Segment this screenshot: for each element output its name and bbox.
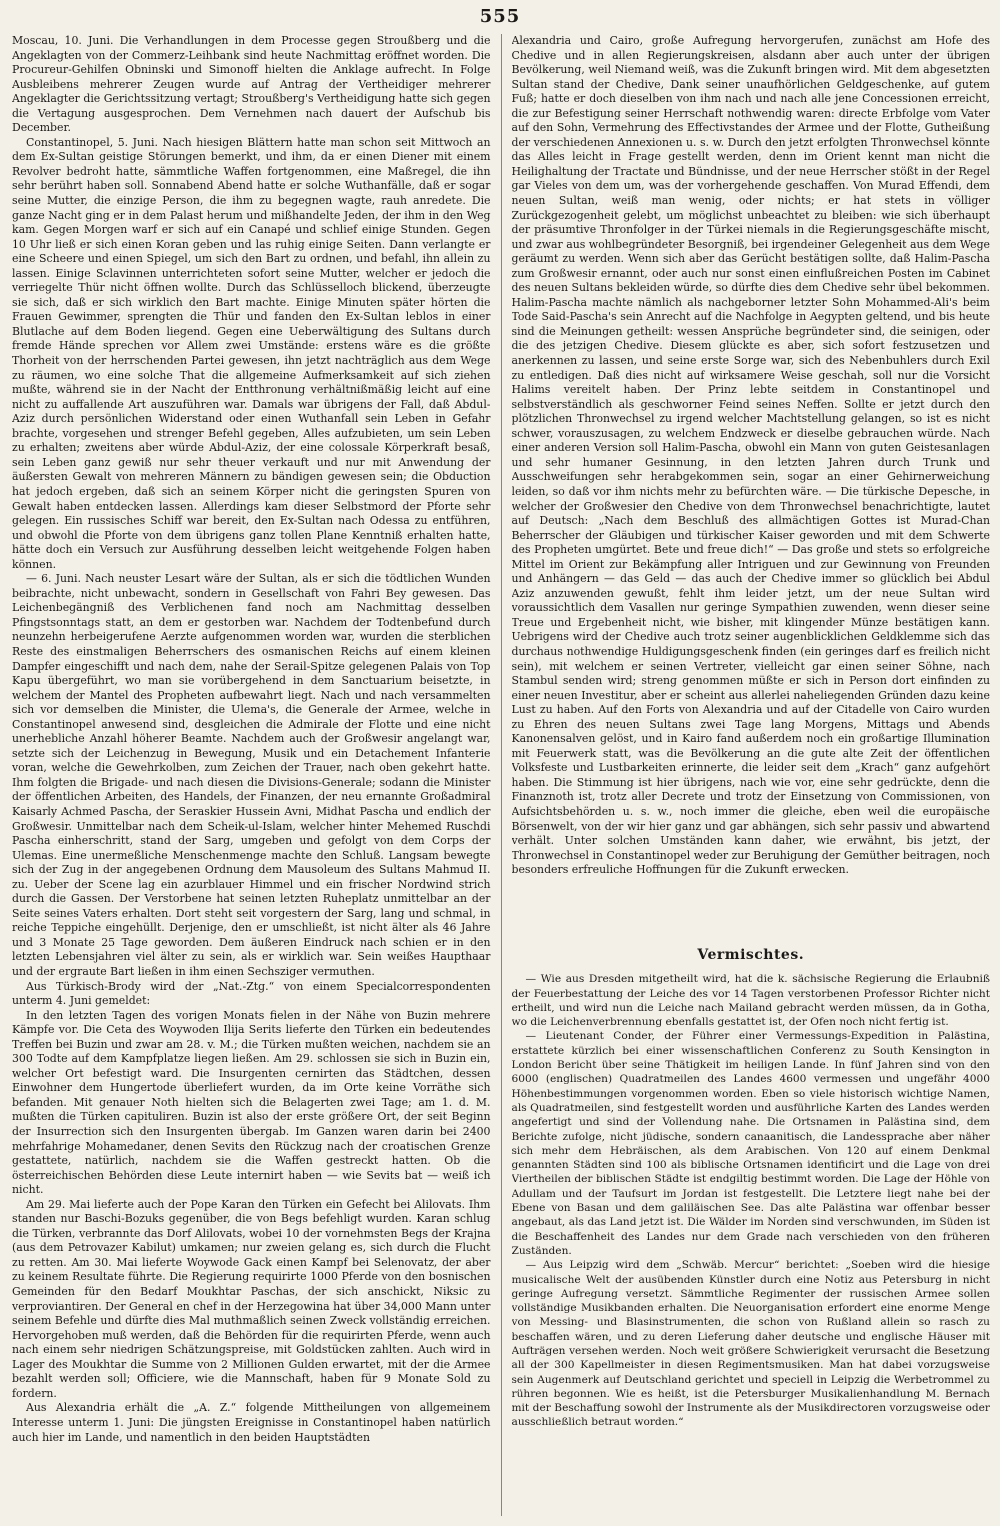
misc-dresden: — Wie aus Dresden mitgetheilt wird, hat die k. sächsische Regierung die Erlaubniß der Feuerbestattung der Leiche des vor 14 Tagen verstorbenen Professor Richter nicht ertheilt, und wird nun die Leiche nach Mailand gebracht werden müssen, da in Gotha, wo die Leichenverbrennung ebenfalls gestattet ist, der Ofen noch nicht fertig ist. (511, 973, 990, 1029)
section-heading-vermischtes: Vermischtes. (697, 946, 805, 963)
left-column (12, 34, 491, 1516)
misc-palaestina: — Lieutenant Conder, der Führer einer Vermessungs-Expedition in Palästina, erstattete kürzlich bei einer wissenschaftlichen Conferenz zu South Kensington in London Bericht über seine Thätigkeit im heiligen Lande. In fünf Jahren sind von den 6000 (englischen) Quadratmeilen des Landes 4600 vermessen und ungefähr 4000 Höhenbestimmungen vorgenommen worden. Eben so viele historisch wichtige Namen, als Quadratmeilen, sind festgestellt worden und ausführliche Karten des Landes werden angefertigt und sind der Vollendung nahe. Die Ortsnamen in Palästina sind, dem Berichte zufolge, nicht jüdische, sondern canaanitisch, die Landessprache aber näher sich mehr dem Hebräischen, als dem Arabischen. Von 120 auf einem Denkmal genannten Städten sind 100 als biblische Ortsnamen identificirt und die Lage von drei Viertheilen der biblischen Städte ist endgiltig bestimmt worden. Die Lage der Höhle von Adullam und der Taufsurt im Jordan ist festgestellt. Die Letztere liegt nahe bei der Ebene von Basan und dem galiläischen See. Das alte Palästina war offenbar besser angebaut, als das Land jetzt ist. Die Wälder im Norden sind verschwunden, im Süden ist die Beschaffenheit des Landes nur dem Grade nach verschieden von den früheren Zuständen. (511, 1030, 990, 1257)
article-alexandria-continued: Alexandria und Cairo, große Aufregung hervorgerufen, zunächst am Hofe des Chedive und in allen Regierungskreisen, alsdann aber auch unter der übrigen Bevölkerung, weil Niemand weiß, was die Zukunft bringen wird. Mit dem abgesetzten Sultan stand der Chedive, Dank seiner unaufhörlichen Geldgeschenke, auf gutem Fuß; hatte er doch dieselben von ihm nach und nach alle jene Concessionen erreicht, die zur Befestigung seiner Herrschaft nothwendig waren: directe Erbfolge vom Vater auf den Sohn, Vermehrung des Effectivstandes der Armee und der Flotte, Gutheißung der verschiedenen Annexionen u. s. w. Durch den jetzt erfolgten Thronwechsel könnte das Alles leicht in Frage gestellt werden, denn im Orient kennt man nicht die Heilighaltung der Tractate und Bündnisse, und der neue Herrscher stößt in der Regel gar Vieles von dem um, was der vorhergehende geschaffen. Von Murad Effendi, dem neuen Sultan, weiß man wenig, oder nichts; er hat stets in völliger Zurückgezogenheit gelebt, um möglichst unbeachtet zu bleiben: wie sich überhaupt der präsumtive Thronfolger in der Türkei niemals in die Regierungsgeschäfte mischt, und zwar aus wohlbegründeter Besorgniß, bei irgendeiner Gelegenheit aus dem Wege geräumt zu werden. Wenn sich aber das Gerücht bestätigen sollte, daß Halim-Pascha zum Großwesir ernannt, oder auch nur sonst einen einflußreichen Posten im Cabinet des neuen Sultans bekleiden würde, so dürfte dies dem Chedive sehr übel bekommen. Halim-Pascha machte nämlich als nachgeborner letzter Sohn Mohammed-Ali's beim Tode Said-Pascha's sein Anrecht auf die Nachfolge in Aegypten geltend, und bis heute sind die Meinungen getheilt: wessen Ansprüche begründeter sind, die seinigen, oder die des jetzigen Chedive. Diesem glückte es aber, sich sofort festzusetzen und anerkennen zu lassen, und seine erste Sorge war, sich des Nebenbuhlers durch Exil zu entledigen. Daß dies nicht auf wirksamere Weise geschah, soll nur die Vorsicht Halims vereitelt haben. Der Prinz lebte seitdem in Constantinopel und selbstverständlich als geschworner Feind seines Neffen. Sollte er jetzt durch den plötzlichen Thronwechsel zu irgend welcher Machtstellung gelangen, so ist es nicht schwer, vorauszusagen, zu welchem Endzweck er dieselbe gebrauchen würde. Nach einer anderen Version soll Halim-Pascha, obwohl ein Mann von guten Geistesanlagen und sehr humaner Gesinnung, in den letzten Jahren durch Trunk und Ausschweifungen sehr herabgekommen sein, sogar an einer Gehirnerweichung leiden, so daß vor ihm nichts mehr zu befürchten wäre. — Die türkische Depesche, in welcher der Großwesier den Chedive von dem Thronwechsel benachrichtigte, lautet auf Deutsch: „Nach dem Beschluß des allmächtigen Gottes ist Murad-Chan Beherrscher der Gläubigen und türkischer Kaiser geworden und mit dem Schwerte des Propheten umgürtet. Bete und freue dich!“ — Das große und stets so erfolgreiche Mittel im Orient zur Bekämpfung aller Intriguen und zur Gewinnung von Freunden und Anhängern — das Geld — das auch der Chedive immer so glücklich bei Abdul Aziz anzuwenden gewußt, fehlt ihm leider jetzt, um der neue Sultan wird voraussichtlich dem Vasallen nur geringe Sympathien zuwenden, wenn dieser seine Treue und Ergebenheit nicht, wie bisher, mit klingender Münze bestätigen kann. Uebrigens wird der Chedive auch trotz seiner augenblicklichen Geldklemme sich das durchaus nothwendige Huldigungsgeschenk finden (ein geringes darf es freilich nicht sein), mit welchem er seinen Vertreter, vielleicht gar einen seiner Söhne, nach Stambul senden wird; streng genommen müßte er sich in Person dort einfinden zu einer neuen Investitur, aber er scheint aus allerlei naheliegenden Gründen dazu keine Lust zu haben. Auf den Forts von Alexandria und auf der Citadelle von Cairo wurden zu Ehren des neuen Sultans zwei Tage lang Morgens, Mittags und Abends Kanonensalven gelöst, und in Kairo fand außerdem noch ein großartige Illumination mit Feuerwerk statt, was die Bevölkerung an die gute alte Zeit der öffentlichen Volksfeste und Lustbarkeiten erinnerte, die leider seit dem „Krach“ ganz aufgehört haben. Die Stimmung ist hier übrigens, nach wie vor, eine sehr gedrückte, denn die Finanznoth ist, trotz aller Decrete und trotz der Einsetzung von Commissionen, von Aufsichtsbehörden u. s. w., noch immer die gleiche, eben weil die europäische Börsenwelt, von der wir hier ganz und gar abhängen, sich sehr passiv und abwartend verhält. Unter solchen Umständen kann daher, wie erwähnt, bis jetzt, der Thronwechsel in Constantinopel weder zur Beruhigung der Gemüther beitragen, noch besonders erfreuliche Hoffnungen für die Zukunft erwecken. (511, 34, 990, 877)
text-columns (12, 34, 990, 1516)
right-column (512, 34, 991, 1516)
article-constantinopel-5-juni: Constantinopel, 5. Juni. Nach hiesigen Blättern hatte man schon seit Mittwoch an dem Ex-Sultan geistige Störungen bemerkt, und ihm, da er einen Diener mit einem Revolver bedroht hatte, sämmtliche Waffen fortgenommen, eine Maßregel, die ihn sehr berührt haben soll. Sonnabend Abend hatte er solche Wuthanfälle, daß er sogar seine Mutter, die einzige Person, die ihm zu begegnen wagte, rauh anredete. Die ganze Nacht ging er in dem Palast herum und mißhandelte Jeden, der ihm in den Weg kam. Gegen Morgen warf er sich auf ein Canapé und schlief einige Stunden. Gegen 10 Uhr ließ er sich einen Koran geben und las ruhig einige Seiten. Dann verlangte er eine Scheere und einen Spiegel, um sich den Bart zu ordnen, und befahl, ihn allein zu lassen. Einige Sclavinnen unterrichteten sofort seine Mutter, welcher er jedoch die verriegelte Thür nicht öffnen wollte. Durch das Schlüsselloch blickend, überzeugte sie sich, daß er sich wirklich den Bart machte. Einige Minuten später hörten die Frauen Gewimmer, sprengten die Thür und fanden den Ex-Sultan leblos in einer Blutlache auf dem Boden liegend. Gegen eine Ueberwältigung des Sultans durch fremde Hände sprechen vor Allem zwei Umstände: erstens wäre es die größte Thorheit von der herrschenden Partei gewesen, ihn jetzt nachträglich aus dem Wege zu räumen, wo eine solche That die allgemeine Aufmerksamkeit auf sich ziehen mußte, während sie in der Nacht der Entthronung verhältnißmäßig leicht auf eine nicht zu auffallende Art auszuführen war. Damals war übrigens der Fall, daß Abdul-Aziz durch persönlichen Widerstand oder einen Wuthanfall sein Leben in Gefahr brachte, vorgesehen und strenger Befehl gegeben, Alles aufzubieten, um sein Leben zu erhalten; zweitens aber würde Abdul-Aziz, der eine colossale Körperkraft besaß, sein Leben ganz gewiß nur sehr theuer verkauft und nur mit Anwendung der äußersten Gewalt von mehreren Männern zu bändigen gewesen sein; die Obduction hat jedoch ergeben, daß sich an seinem Körper nicht die geringsten Spuren von Gewalt haben entdecken lassen. Allerdings kam dieser Selbstmord der Pforte sehr gelegen. Ein russisches Schiff war bereit, den Ex-Sultan nach Odessa zu entführen, und obwohl die Pforte von dem übrigens ganz tollen Plane Kenntniß erhalten hatte, hätte doch ein Versuch zur Ausführung desselben leicht weitgehende Folgen haben können. (12, 135, 491, 571)
column-divider (501, 34, 502, 1516)
article-constantinopel-6-juni: — 6. Juni. Nach neuster Lesart wäre der Sultan, als er sich die tödtlichen Wunden beibrachte, nicht unbewacht, sondern in Gesellschaft von Fahri Bey gewesen. Das Leichenbegängniß des Verblichenen fand noch am Nachmittag desselben Pfingstsonntags statt, an dem er gestorben war. Nachdem der Todtenbefund durch neunzehn herbeigerufene Aerzte aufgenommen worden war, wurden die sterblichen Reste des einstmaligen Beherrschers des osmanischen Reichs auf einem kleinen Dampfer eingeschifft und nach dem, nahe der Serail-Spitze gelegenen Palais von Top Kapu übergeführt, wo man sie vorübergehend in dem Sanctuarium beisetzte, in welchem der Mantel des Propheten aufbewahrt liegt. Nach und nach versammelten sich vor demselben die Minister, die Ulema's, die Generale der Armee, welche in Constantinopel anwesend sind, desgleichen die Admirale der Flotte und eine nicht unerhebliche Anzahl höherer Beamte. Nachdem auch der Großwesir angelangt war, setzte sich der Leichenzug in Bewegung, Musik und ein Detachement Infanterie voran, welche die Gewehrkolben, zum Zeichen der Trauer, nach oben gekehrt hatte. Ihm folgten die Brigade- und nach diesen die Divisions-Generale; sodann die Minister der öffentlichen Arbeiten, des Handels, der Finanzen, der neu ernannte Großadmiral Kaisarly Achmed Pascha, der Seraskier Hussein Avni, Midhat Pascha und endlich der Großwesir. Unmittelbar nach dem Scheik-ul-Islam, welcher hinter Mehemed Ruschdi Pascha einherschritt, stand der Sarg, umgeben und gefolgt von dem Corps der Ulemas. Eine unermeßliche Menschenmenge machte den Schluß. Langsam bewegte sich der Zug in der angegebenen Ordnung dem Mausoleum des Sultans Mahmud II. zu. Ueber der Scene lag ein azurblauer Himmel und ein frischer Nordwind strich durch die Gassen. Der Verstorbene hat seinen letzten Ruheplatz unmittelbar an der Seite seines Vaters erhalten. Dort steht seit vorgestern der Sarg, lang und schmal, in reiche Teppiche eingehüllt. Derjenige, den er umschließt, ist nicht älter als 46 Jahre und 3 Monate 25 Tage geworden. Dem äußeren Eindruck nach schien er in den letzten Lebensjahren viel älter zu sein, als er wirklich war. Sein weißes Haupthaar und der ergraute Bart ließen in ihm einen Sechsziger vermuthen. (12, 572, 491, 978)
article-moscau: Moscau, 10. Juni. Die Verhandlungen in dem Processe gegen Stroußberg und die Angeklagten von der Commerz-Leihbank sind heute Nachmittag eröffnet worden. Die Procureur-Gehilfen Obninski und Simonoff hielten die Anklage aufrecht. In Folge Ausbleibens mehrerer Zeugen wurde auf Antrag der Vertheidiger mehrerer Angeklagter die Gerichtssitzung vertagt; Stroußberg's Vertheidigung hatte sich gegen die Vertagung ausgesprochen. Dem Vernehmen nach dauert der Aufschub bis December. (12, 34, 491, 135)
page-number: 555 (479, 6, 521, 27)
article-tuerkisch-brody-intro: Aus Türkisch-Brody wird der „Nat.-Ztg.“ von einem Specialcorrespondenten unterm 4. Juni gemeldet: (12, 979, 491, 1008)
article-tuerkisch-brody-buzin: In den letzten Tagen des vorigen Monats fielen in der Nähe von Buzin mehrere Kämpfe vor. Die Ceta des Woywoden Ilija Serits lieferte den Türken ein bedeutendes Treffen bei Buzin und zwar am 28. v. M.; die Türken mußten weichen, nachdem sie an 300 Todte auf dem Kampfplatze liegen ließen. Am 29. schlossen sie sich in Buzin ein, welcher Ort befestigt ward. Die Insurgenten cernirten das Städtchen, dessen Einwohner dem Hungertode überliefert wurden, da im Orte keine Vorräthe sich befanden. Mit genauer Noth hielten sich die Belagerten zwei Tage; am 1. d. M. mußten die Türken capituliren. Buzin ist also der erste größere Ort, der seit Beginn der Insurrection sich den Insurgenten übergab. Im Ganzen waren darin bei 2400 mehrfahrige Mohamedaner, denen Sevits den Rückzug nach der croatischen Grenze gestattete, natürlich, nachdem sie die Waffen gestreckt hatten. Ob die österreichischen Behörden diese Leute internirt haben — wie Sevits bat — weiß ich nicht. (12, 1008, 491, 1197)
misc-leipzig: — Aus Leipzig wird dem „Schwäb. Mercur“ berichtet: „Soeben wird die hiesige musicalische Welt der ausübenden Künstler durch eine Notiz aus Petersburg in nicht geringe Aufregung versetzt. Sämmtliche Regimenter der russischen Armee sollen vollständige Musikbanden erhalten. Die Neuorganisation erfordert eine enorme Menge von Messing- und Blasinstrumenten, die schon von Rußland allein so rasch zu beschaffen wären, und zu deren Lieferung daher deutsche und englische Häuser mit Aufträgen versehen werden. Noch weit größere Schwierigkeit verursacht die Besetzung all der 300 Kapellmeister in diesen Regimentsmusiken. Man hat dabei vorzugsweise sein Augenmerk auf Deutschland gerichtet und speciell in Leipzig die Werbetrommel zu rühren begonnen. Wie es heißt, ist die Petersburger Musikalienhandlung M. Bernach mit der Beschaffung sowohl der Instrumente als der Musikdirectoren vorzugsweise oder ausschließlich betraut worden.“ (511, 1259, 990, 1429)
misc-section (512, 972, 991, 1430)
article-alexandria-intro: Aus Alexandria erhält die „A. Z.“ folgende Mittheilungen von allgemeinem Interesse unterm 1. Juni: Die jüngsten Ereignisse in Constantinopel haben natürlich auch hier im Lande, und namentlich in den beiden Hauptstädten (12, 1401, 491, 1444)
article-tuerkisch-brody-alilovats: Am 29. Mai lieferte auch der Pope Karan den Türken ein Gefecht bei Alilovats. Ihm standen nur Baschi-Bozuks gegenüber, die von Begs befehligt wurden. Karan schlug die Türken, verbrannte das Dorf Alilovats, wobei 10 der vornehmsten Begs der Krajna (aus dem Petrovazer Kabilut) umkamen; nur zweien gelang es, sich durch die Flucht zu retten. Am 30. Mai lieferte Woywode Gack einen Kampf bei Selenovatz, der aber zu keinem Resultate führte. Die Regierung requirirte 1000 Pferde von den bosnischen Gemeinden für den Bedarf Moukhtar Paschas, der sich anschickt, Niksic zu verproviantiren. Der General en chef in der Herzegowina hat über 34,000 Mann unter seinem Befehle und dürfte dies Mal muthmaßlich seinen Zweck vollständig erreichen. Hervorgehoben muß werden, daß die Behörden für die requirirten Pferde, wenn auch nach einem sehr niedrigen Schätzungspreise, mit Goldstücken zahlten. Auch wird in Lager des Moukhtar die Summe von 2 Millionen Gulden erwartet, mit der die Armee bezahlt werden soll; Officiere, wie die Mannschaft, haben für 9 Monate Sold zu fordern. (12, 1197, 491, 1400)
